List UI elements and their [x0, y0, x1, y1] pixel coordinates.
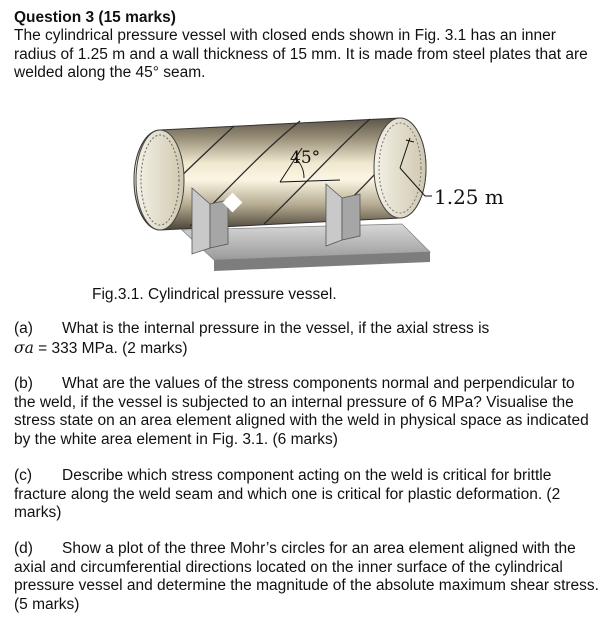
figure-caption: Fig.3.1. Cylindrical pressure vessel. [92, 286, 337, 303]
part-b-text: What are the values of the stress components normal and perpendicular to the weld, if the vessel is subjected to an internal pressure of 6 MPa? Visualise the stress state on an area element aligned with the weld in physical space as indicated by the white area element in Fig. 3.1. (6 marks) [14, 375, 589, 448]
part-c-tag: (c) [14, 467, 33, 484]
part-b-tag: (b) [14, 375, 33, 392]
angle-label: 45° [290, 148, 321, 168]
part-c-text: Describe which stress component acting on the weld is critical for brittle fracture along the weld seam and which one is critical for plastic deformation. (2 marks) [14, 467, 561, 521]
part-a-text: What is the internal pressure in the vessel, if the axial stress is [62, 320, 490, 337]
part-a-tag: (a) [14, 320, 33, 337]
left-end-cap [136, 130, 184, 230]
vessel-cylinder [134, 118, 426, 230]
part-d-text: Show a plot of the three Mohr’s circles for an area element aligned with the axial and circumferential directions located on the inner surface of the cylindrical pressure vessel and determine the magnitude of the absolute maximum shear stress. (5 marks) [14, 540, 599, 613]
pressure-vessel-figure [130, 108, 530, 280]
question-intro: The cylindrical pressure vessel with closed ends shown in Fig. 3.1 has an inner radius of 1.25 m and a wall thickness of 15 mm. It is made from steel plates that are welded along the 45° seam. [14, 27, 588, 81]
part-a-text2: = 333 MPa. (2 marks) [33, 339, 188, 357]
sigma-a-symbol: σa [14, 338, 34, 357]
part-c [14, 467, 600, 523]
part-d-tag: (d) [14, 540, 33, 557]
question-title: Question 3 (15 marks) [14, 9, 176, 26]
radius-label: 1.25 m [434, 185, 504, 209]
part-b [14, 375, 600, 449]
part-d [14, 540, 600, 614]
part-a [14, 320, 600, 358]
